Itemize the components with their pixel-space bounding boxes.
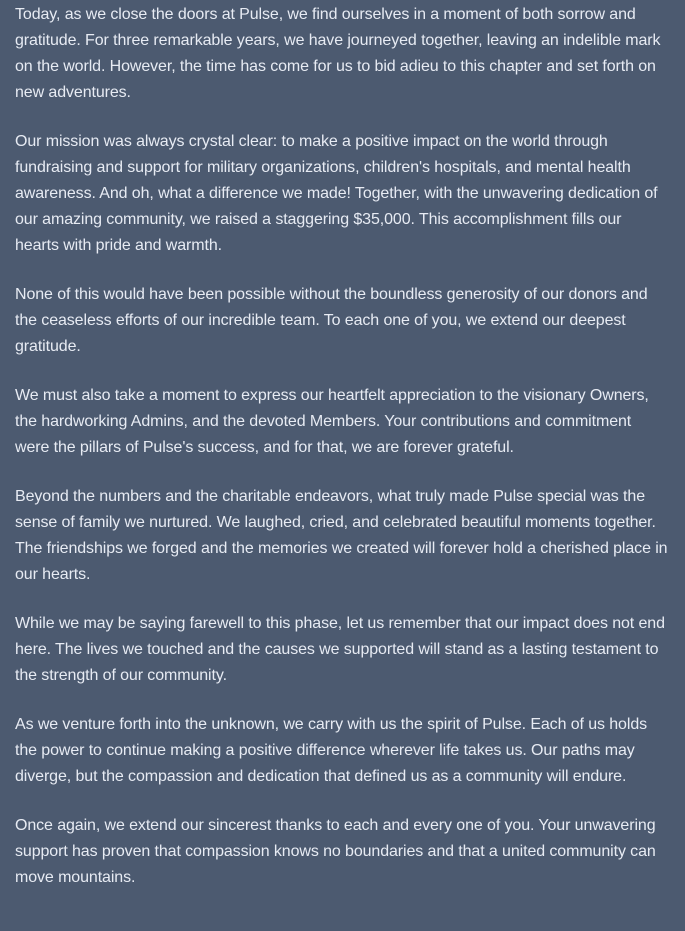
paragraph-closing-announcement: Today, as we close the doors at Pulse, we find ourselves in a moment of both sorrow and gratitude. For three remarkable years, we have journeyed together, leaving an indelible mark on the world. However, the time has come for us to bid adieu to this chapter and set forth on new adventures. xyxy=(15,6,661,101)
paragraph-team-appreciation: We must also take a moment to express our heartfelt appreciation to the visionary Owners, the hardworking Admins, and the devoted Members. Your contributions and commitment were the pillars of Pulse's success, and for that, we are forever grateful. xyxy=(15,387,649,456)
paragraph-mission: Our mission was always crystal clear: to make a positive impact on the world through fundraising and support for military organizations, children's hospitals, and mental health awareness. And oh, what a difference we made! Together, with the unwavering dedication of our amazing community, we raised a staggering $35,000. This accomplishment fills our hearts with pride and warmth. xyxy=(15,133,658,254)
paragraph-spirit-of-pulse: As we venture forth into the unknown, we carry with us the spirit of Pulse. Each of us holds the power to continue making a positive difference wherever life takes us. Our paths may diverge, but the compassion and dedication that defined us as a community will endure. xyxy=(15,716,648,785)
paragraph-final-thanks: Once again, we extend our sincerest thanks to each and every one of you. Your unwavering support has proven that compassion knows no boundaries and that a united community can move mountains. xyxy=(15,817,656,886)
paragraph-lasting-impact: While we may be saying farewell to this phase, let us remember that our impact does not end here. The lives we touched and the causes we supported will stand as a lasting testament to the strength of our community. xyxy=(15,615,665,684)
paragraph-community-family: Beyond the numbers and the charitable endeavors, what truly made Pulse special was the sense of family we nurtured. We laughed, cried, and celebrated beautiful moments together. The friendships we forged and the memories we created will forever hold a cherished place in our hearts. xyxy=(15,488,668,583)
paragraph-donor-thanks: None of this would have been possible without the boundless generosity of our donors and the ceaseless efforts of our incredible team. To each one of you, we extend our deepest gratitude. xyxy=(15,286,648,355)
